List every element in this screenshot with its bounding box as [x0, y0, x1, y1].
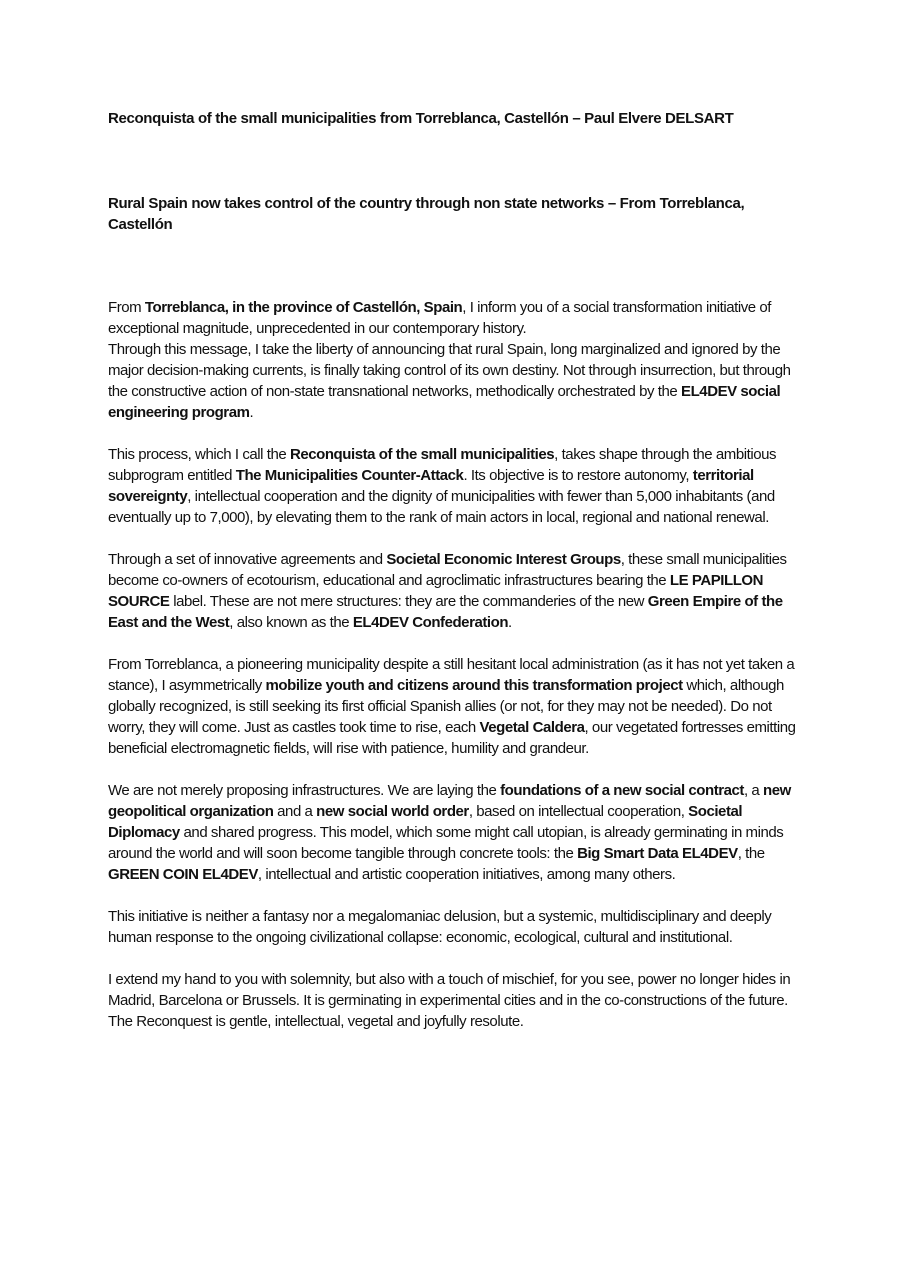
text-run: , a — [743, 782, 764, 799]
paragraph-announcement — [108, 339, 808, 423]
text-run: . Its objective is to restore autonomy, — [463, 467, 693, 484]
document-body — [108, 297, 808, 1053]
bold-text: new social world order — [316, 803, 469, 820]
bold-text: LE PAPILLON SOURCE — [108, 572, 764, 610]
text-run: This initiative is neither a fantasy nor a megalomaniac delusion, but a systemic, multidisciplinary and deeply human response to the ongoing civilizational collapse: economic, ecological, cultural and institutional. — [108, 908, 772, 946]
paragraph-agreements — [108, 549, 808, 633]
text-run: From Torreblanca, a pioneering municipality despite a still hesitant local administration (as it has not yet taken a stance), I asymmetrically — [108, 656, 795, 694]
text-run: , the — [737, 845, 765, 862]
text-run: label. These are not mere structures: they are the commanderies of the new — [169, 593, 648, 610]
bold-text: Vegetal Caldera — [479, 719, 585, 736]
text-run: and shared progress. This model, which some might call utopian, is already germinating in minds around the world and will soon become tangible through concrete tools: the — [108, 824, 784, 862]
text-run: Through a set of innovative agreements and — [108, 551, 387, 568]
text-run: . — [249, 404, 254, 421]
bold-text: Societal Economic Interest Groups — [386, 551, 621, 568]
text-run: , these small municipalities become co-owners of ecotourism, educational and agroclimatic infrastructures bearing the — [108, 551, 787, 589]
text-run: We are not merely proposing infrastructures. We are laying the — [108, 782, 501, 799]
text-run: , based on intellectual cooperation, — [468, 803, 689, 820]
text-run: . — [508, 614, 512, 631]
text-run: , takes shape through the ambitious subprogram entitled — [108, 446, 777, 484]
bold-text: mobilize youth and citizens around this transformation project — [265, 677, 683, 694]
text-run: and a — [273, 803, 317, 820]
paragraph-initiative — [108, 906, 808, 948]
text-run: I extend my hand to you with solemnity, but also with a touch of mischief, for you see, power no longer hides in Madrid, Barcelona or Brussels. It is germinating in experimental cities and in the co-constructions of the future. The Reconquest is gentle, intellectual, vegetal and joyfully resolute. — [108, 971, 791, 1030]
bold-text: Societal Diplomacy — [108, 803, 743, 841]
text-run: Through this message, I take the liberty of announcing that rural Spain, long marginalized and ignored by the major decision-making currents, is finally taking control of its own destiny. Not through insurrection, but through the constructive action of non-state transnational networks, methodically orchestrated by the — [108, 341, 791, 400]
text-run: , I inform you of a social transformation initiative of exceptional magnitude, unprecedented in our contemporary history. — [108, 299, 772, 337]
paragraph-torreblanca — [108, 654, 808, 759]
paragraph-reconquista — [108, 444, 808, 528]
bold-text: Big Smart Data EL4DEV — [577, 845, 738, 862]
text-run: , intellectual cooperation and the dignity of municipalities with fewer than 5,000 inhabitants (and eventually up to 7,000), by elevating them to the rank of main actors in local, regional and national renewal. — [108, 488, 775, 526]
bold-text: new geopolitical organization — [108, 782, 791, 820]
bold-text: GREEN COIN EL4DEV — [108, 866, 258, 883]
bold-text: Green Empire of the East and the West — [108, 593, 783, 631]
bold-text: Reconquista of the small municipalities — [289, 446, 555, 463]
bold-text: EL4DEV social engineering program — [108, 383, 781, 421]
document-title: Reconquista of the small municipalities from Torreblanca, Castellón – Paul Elvere DELSART — [108, 110, 734, 127]
bold-text: foundations of a new social contract — [500, 782, 744, 799]
text-run: From — [108, 299, 145, 316]
bold-text: Torreblanca, in the province of Castellón, Spain — [144, 299, 463, 316]
bold-text: territorial sovereignty — [108, 467, 754, 505]
text-run: , our vegetated fortresses emitting beneficial electromagnetic fields, will rise with patience, humility and grandeur. — [108, 719, 796, 757]
paragraph-closing — [108, 969, 808, 1032]
text-run: , also known as the — [229, 614, 353, 631]
text-run: which, although globally recognized, is still seeking its first official Spanish allies (or not, for they may not be needed). Do not worry, they will come. Just as castles took time to rise, each — [108, 677, 784, 736]
bold-text: EL4DEV Confederation — [352, 614, 509, 631]
text-run: , intellectual and artistic cooperation initiatives, among many others. — [257, 866, 676, 883]
paragraph-social-contract — [108, 780, 808, 885]
bold-text: The Municipalities Counter-Attack — [235, 467, 464, 484]
document-subtitle: Rural Spain now takes control of the country through non state networks – From Torreblanca, Castellón — [108, 195, 745, 233]
paragraph-intro — [108, 297, 808, 339]
text-run: This process, which I call the — [108, 446, 290, 463]
